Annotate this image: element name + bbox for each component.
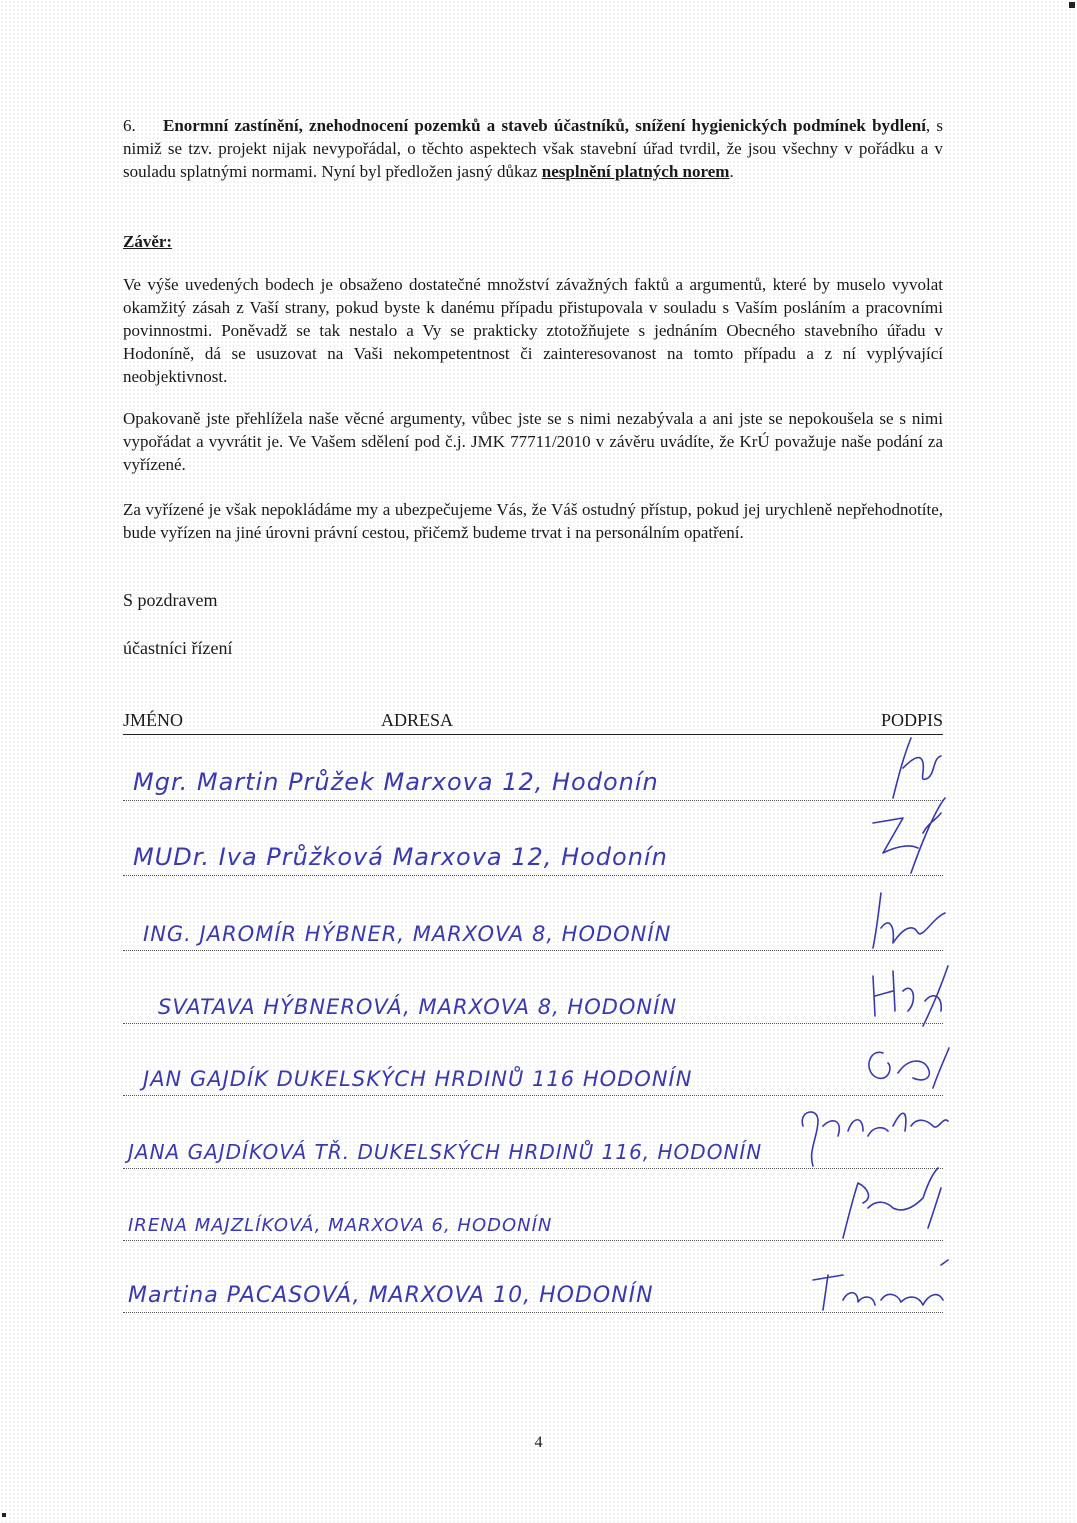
- handwritten-entry: ING. JAROMÍR HÝBNER, MARXOVA 8, HODONÍN: [143, 922, 672, 946]
- section-6-number: 6.: [123, 116, 136, 135]
- header-name: JMÉNO: [123, 710, 184, 730]
- signature-row: [123, 1252, 943, 1313]
- handwritten-entry: JAN GAJDÍK DUKELSKÝCH HRDINŮ 116 HODONÍN: [143, 1067, 693, 1091]
- signature-row: [123, 963, 943, 1024]
- handwritten-signature-4: [863, 961, 953, 1031]
- handwritten-entry: MUDr. Iva Průžková Marxova 12, Hodonín: [133, 843, 668, 871]
- signature-row: [123, 1180, 943, 1241]
- conclusion-heading: [123, 230, 943, 253]
- handwritten-signature-8: [803, 1260, 953, 1320]
- signature-table-header: [123, 710, 943, 735]
- scan-corner-mark-bottom-left: [2, 1513, 6, 1517]
- handwritten-entry: IRENA MAJZLÍKOVÁ, MARXOVA 6, HODONÍN: [128, 1215, 553, 1236]
- section-6-text: , s nimiž se tzv. projekt nijak nevypořádal, o těchto aspektech však stavební úřad tvrdil, že jsou všechny v pořádku a v souladu splatnými normami. Nyní byl předložen jasný důkaz: [123, 116, 943, 181]
- closing-signatory: účastníci řízení: [123, 638, 233, 658]
- header-signature: PODPIS: [880, 710, 943, 730]
- section-6-emphasis: nesplnění platných norem: [541, 162, 730, 181]
- handwritten-entry: SVATAVA HÝBNEROVÁ, MARXOVA 8, HODONÍN: [158, 995, 678, 1019]
- closing-greeting: S pozdravem: [123, 590, 218, 610]
- handwritten-entry: JANA GAJDÍKOVÁ TŘ. DUKELSKÝCH HRDINŮ 116, HODONÍN: [128, 1140, 763, 1164]
- signature-row: [123, 890, 943, 951]
- handwritten-entry: Martina PACASOVÁ, MARXOVA 10, HODONÍN: [128, 1283, 654, 1308]
- conclusion-paragraph-1: Ve výše uvedených bodech je obsaženo dostatečné množství závažných faktů a argumentů, které by muselo vyvolat okamžitý zásah z Vaší strany, pokud byste k danému případu přistupovala v souladu s Vaším posláním a pracovními povinnostmi. Poněvadž se tak nestalo a Vy se prakticky ztotožňujete s jednáním Obecného stavebního úřadu v Hodoníně, dá se usuzovat na Vaši nekompetentnost či zainteresovanost na tomto případu a z ní vyplývající neobjektivnost.: [123, 275, 943, 386]
- conclusion-paragraph-3: Za vyřízené je však nepokládáme my a ubezpečujeme Vás, že Váš ostudný přístup, pokud jej urychleně nepřehodnotíte, bude vyřízen na jiné úrovni právní cestou, přičemž budeme trvat i na personálním opatření.: [123, 500, 943, 542]
- handwritten-signature-2: [863, 793, 953, 883]
- handwritten-signature-5: [853, 1033, 953, 1103]
- conclusion-paragraph-2: Opakovaně jste přehlížela naše věcné argumenty, vůbec jste se s nimi nezabývala a ani jste se nepokoušela se s nimi vypořádat a vyvrátit je. Ve Vašem sdělení pod č.j. JMK 77711/2010 v závěru uvádíte, že KrÚ považuje naše podání za vyřízené.: [123, 409, 943, 474]
- header-address: ADRESA: [381, 710, 454, 730]
- signature-row: [123, 1035, 943, 1096]
- handwritten-entry: Mgr. Martin Průžek Marxova 12, Hodonín: [133, 768, 659, 796]
- scan-corner-mark-top-right: [1069, 2, 1075, 8]
- section-6-end: .: [729, 162, 734, 181]
- signature-row: [123, 740, 943, 801]
- signature-row: [123, 815, 943, 876]
- handwritten-signature-7: [823, 1168, 953, 1248]
- section-6-paragraph: [123, 114, 943, 183]
- handwritten-signature-6: [793, 1096, 953, 1176]
- section-6-title: Enormní zastínění, znehodnocení pozemků a staveb účastníků, snížení hygienických podmínek bydlení: [163, 116, 926, 135]
- conclusion-heading-text: Závěr:: [123, 232, 173, 251]
- signature-row: [123, 1108, 943, 1169]
- page-number: 4: [534, 1434, 543, 1451]
- handwritten-signature-3: [863, 888, 953, 958]
